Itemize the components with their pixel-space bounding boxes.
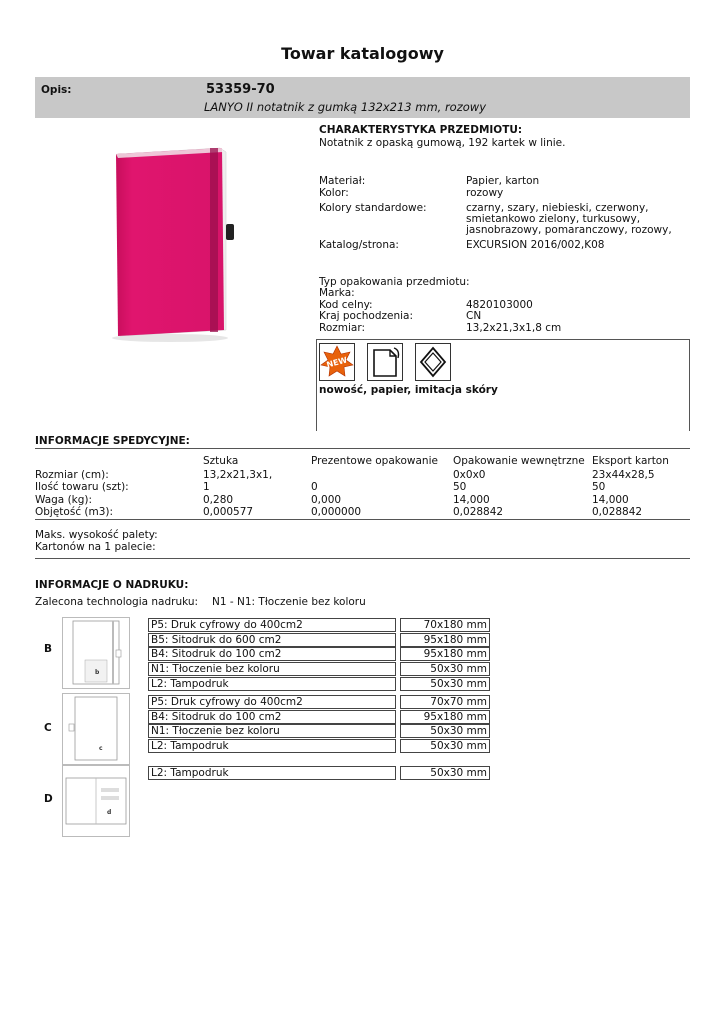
cartons-per-pallet: Kartonów na 1 palecie:	[35, 541, 156, 553]
shipping-cell: 0,000000	[311, 506, 362, 518]
spec-label: Kolory standardowe:	[319, 202, 427, 214]
print-area-thumbnail	[62, 693, 130, 765]
shipping-cell: 50	[592, 481, 606, 493]
shipping-cell: 0,028842	[453, 506, 504, 518]
shipping-cell: Ilość towaru (szt):	[35, 481, 129, 493]
shipping-cell: 23x44x28,5	[592, 469, 655, 481]
print-group-label: D	[44, 793, 53, 805]
spec-value: Papier, karton	[466, 175, 540, 187]
divider	[316, 339, 317, 431]
shipping-col-header: Prezentowe opakowanie	[311, 455, 438, 467]
print-method: P5: Druk cyfrowy do 400cm2	[148, 695, 396, 709]
shipping-cell: 0,028842	[592, 506, 643, 518]
page-title: Towar katalogowy	[281, 44, 444, 63]
characteristics-text: Notatnik z opaską gumową, 192 kartek w linie.	[319, 137, 566, 149]
shipping-cell: Waga (kg):	[35, 494, 93, 506]
shipping-col-header: Opakowanie wewnętrzne	[453, 455, 585, 467]
print-size: 95x180 mm	[400, 710, 490, 724]
spec-value: EXCURSION 2016/002,K08	[466, 239, 605, 251]
spec-label: Rozmiar:	[319, 322, 366, 334]
divider	[35, 558, 690, 559]
print-method: N1: Tłoczenie bez koloru	[148, 662, 396, 676]
spec-value: jasnobrazowy, pomaranczowy, rozowy,	[466, 224, 672, 236]
shipping-cell: 14,000	[592, 494, 629, 506]
shipping-col-header: Eksport karton	[592, 455, 669, 467]
print-method: L2: Tampodruk	[148, 766, 396, 780]
icons-caption: nowość, papier, imitacja skóry	[319, 384, 498, 396]
shipping-col-header: Sztuka	[203, 455, 239, 467]
product-image	[100, 140, 250, 345]
spec-value: czarny, szary, niebieski, czerwony,	[466, 202, 649, 214]
print-method: B5: Sitodruk do 600 cm2	[148, 633, 396, 647]
shipping-cell: 0,000	[311, 494, 342, 506]
spec-label: Kolor:	[319, 187, 349, 199]
print-method: B4: Sitodruk do 100 cm2	[148, 647, 396, 661]
print-group-label: C	[44, 722, 52, 734]
print-method: P5: Druk cyfrowy do 400cm2	[148, 618, 396, 632]
print-size: 50x30 mm	[400, 662, 490, 676]
thumbnail-letter: d	[107, 809, 112, 816]
shipping-cell: 0x0x0	[453, 469, 486, 481]
spec-label: Kraj pochodzenia:	[319, 310, 414, 322]
divider	[35, 448, 690, 449]
print-size: 50x30 mm	[400, 766, 490, 780]
recommended-value: N1 - N1: Tłoczenie bez koloru	[212, 596, 366, 608]
shipping-cell: Rozmiar (cm):	[35, 469, 109, 481]
print-group-label: B	[44, 643, 53, 655]
shipping-heading: INFORMACJE SPEDYCYJNE:	[35, 435, 190, 447]
print-area-thumbnail	[62, 765, 130, 837]
spec-label: Kod celny:	[319, 299, 373, 311]
product-description: LANYO II notatnik z gumką 132x213 mm, rozowy	[204, 100, 487, 114]
spec-label: Materiał:	[319, 175, 366, 187]
leather-imitation-icon	[415, 343, 451, 381]
print-size: 50x30 mm	[400, 724, 490, 738]
print-size: 50x30 mm	[400, 677, 490, 691]
print-size: 50x30 mm	[400, 739, 490, 753]
new-badge-text: NEW	[325, 355, 349, 370]
recommended-label: Zalecona technologia nadruku:	[35, 596, 199, 608]
print-method: N1: Tłoczenie bez koloru	[148, 724, 396, 738]
pallet-height: Maks. wysokość palety:	[35, 529, 158, 541]
opis-label: Opis:	[41, 84, 72, 96]
shipping-cell: 14,000	[453, 494, 490, 506]
shipping-cell: 1	[203, 481, 210, 493]
print-heading: INFORMACJE O NADRUKU:	[35, 579, 189, 591]
product-code: 53359-70	[206, 82, 275, 97]
thumbnail-letter: c	[99, 745, 103, 752]
spec-value: CN	[466, 310, 482, 322]
shipping-cell: Objętość (m3):	[35, 506, 114, 518]
spec-value: 13,2x21,3x1,8 cm	[466, 322, 562, 334]
print-method: B4: Sitodruk do 100 cm2	[148, 710, 396, 724]
divider	[316, 339, 690, 340]
spec-label: Marka:	[319, 287, 355, 299]
shipping-cell: 0,000577	[203, 506, 254, 518]
print-method: L2: Tampodruk	[148, 677, 396, 691]
spec-value: rozowy	[466, 187, 504, 199]
shipping-cell: 0	[311, 481, 318, 493]
print-size: 95x180 mm	[400, 633, 490, 647]
spec-value: smietankowo zielony, turkusowy,	[466, 213, 641, 225]
print-method: L2: Tampodruk	[148, 739, 396, 753]
spec-label: Typ opakowania przedmiotu:	[319, 276, 470, 288]
divider	[689, 339, 690, 431]
print-area-thumbnail	[62, 617, 130, 689]
spec-value: 4820103000	[466, 299, 533, 311]
spec-label: Katalog/strona:	[319, 239, 399, 251]
divider	[35, 519, 690, 520]
notebook-illustration	[100, 140, 250, 345]
print-size: 70x180 mm	[400, 618, 490, 632]
new-icon	[319, 343, 355, 381]
shipping-cell: 0,280	[203, 494, 234, 506]
print-size: 70x70 mm	[400, 695, 490, 709]
print-size: 95x180 mm	[400, 647, 490, 661]
shipping-cell: 50	[453, 481, 467, 493]
paper-icon	[367, 343, 403, 381]
characteristics-heading: CHARAKTERYSTYKA PRZEDMIOTU:	[319, 124, 523, 136]
shipping-cell: 13,2x21,3x1,	[203, 469, 273, 481]
thumbnail-letter: b	[95, 669, 100, 676]
